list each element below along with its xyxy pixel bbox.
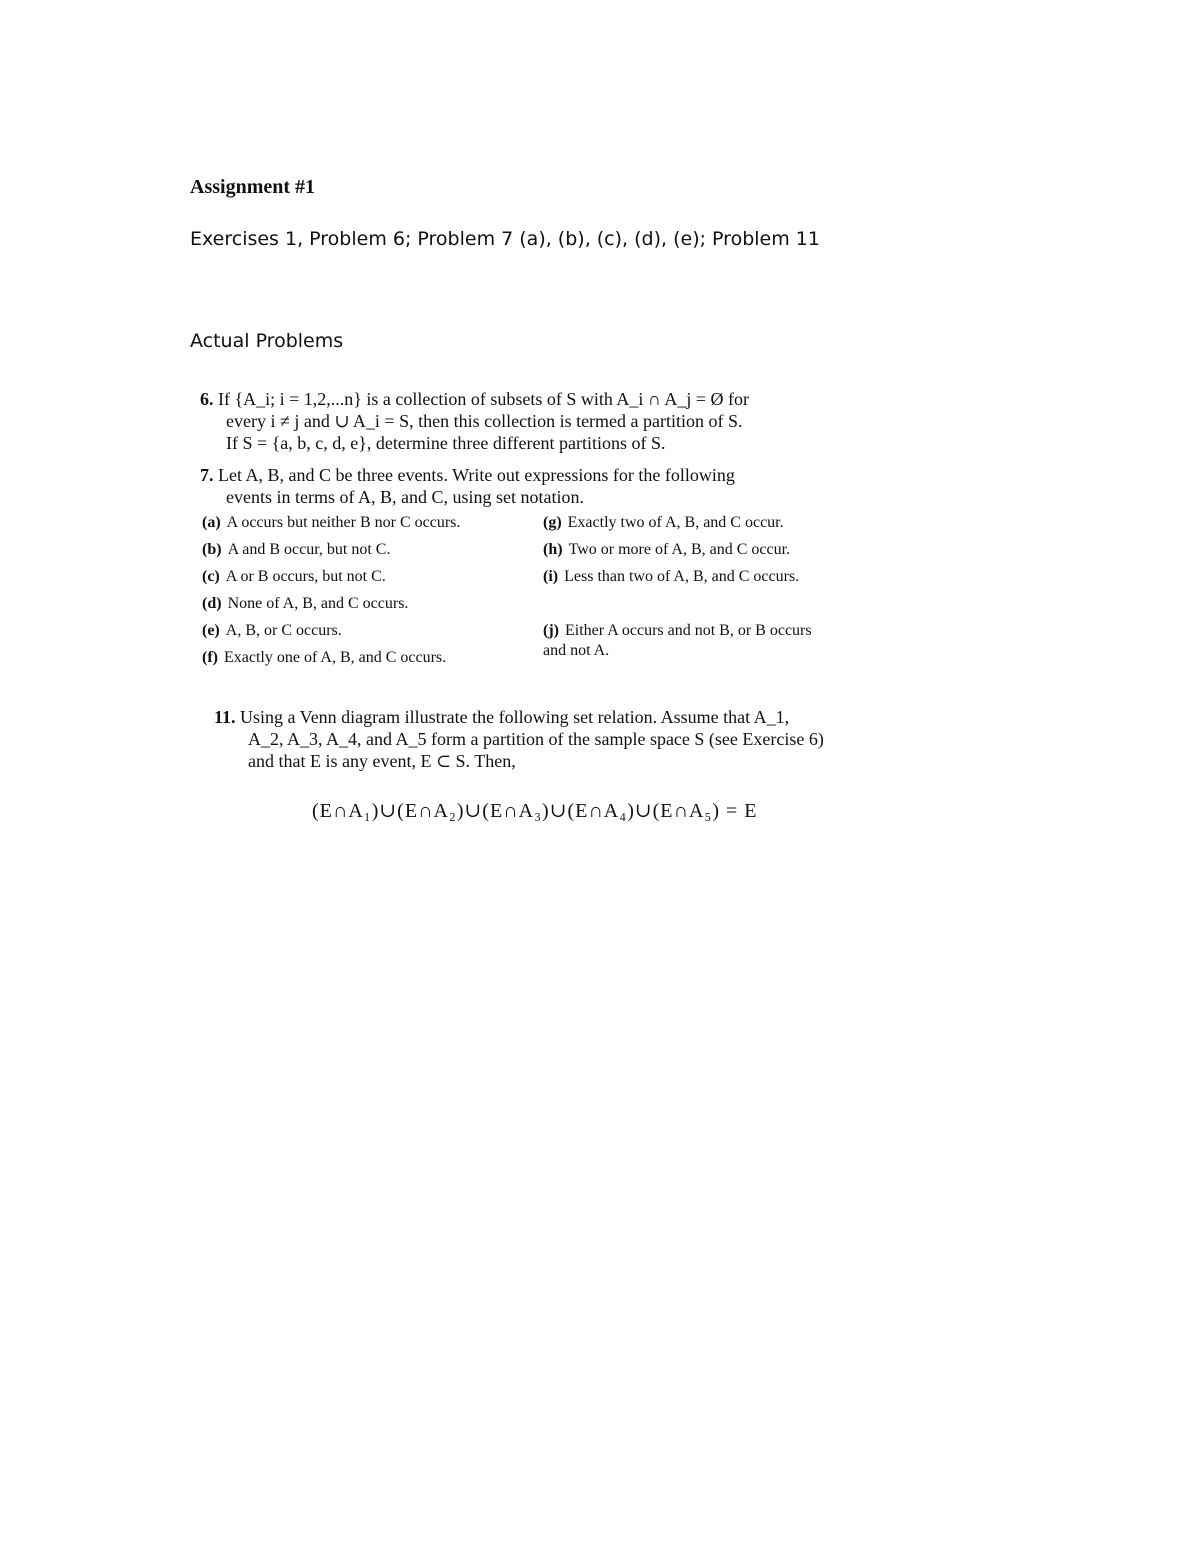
list-item: (c) A or B occurs, but not C. [202,568,386,585]
problem-7-left-column [202,513,532,675]
list-item: (a) A occurs but neither B nor C occurs. [202,514,461,531]
problem-11-number: 11. [214,707,236,727]
list-item: (j) Either A occurs and not B, or B occurs and not A. [543,622,812,659]
problem-11-line-3: and that E is any event, E ⊂ S. Then, [248,751,516,771]
list-item: (e) A, B, or C occurs. [202,622,342,639]
problem-7 [200,464,880,508]
problem-11-line-2: A_2, A_3, A_4, and A_5 form a partition of the sample space S (see Exercise 6) [248,729,824,749]
problem-6 [200,388,880,454]
section-heading: Actual Problems [190,330,344,352]
problem-7-line-2: events in terms of A, B, and C, using set notation. [226,487,584,507]
list-item: (b) A and B occur, but not C. [202,541,391,558]
problem-7-line-1: Let A, B, and C be three events. Write out expressions for the following [218,465,735,485]
problem-11-line-1: Using a Venn diagram illustrate the following set relation. Assume that A_1, [240,707,790,727]
problem-6-line-1: If {A_i; i = 1,2,...n} is a collection of subsets of S with A_i ∩ A_j = Ø for [218,389,750,409]
list-item: (g) Exactly two of A, B, and C occur. [543,514,784,531]
list-item: (d) None of A, B, and C occurs. [202,595,409,612]
list-item: (h) Two or more of A, B, and C occur. [543,541,791,558]
problem-7-number: 7. [200,465,214,485]
problem-11 [214,706,894,772]
problem-6-line-2: every i ≠ j and ∪ A_i = S, then this collection is termed a partition of S. [226,411,743,431]
problem-6-line-3: If S = {a, b, c, d, e}, determine three different partitions of S. [226,433,666,453]
list-item: (f) Exactly one of A, B, and C occurs. [202,649,447,666]
assignment-title: Assignment #1 [190,176,316,198]
exercise-list: Exercises 1, Problem 6; Problem 7 (a), (b), (c), (d), (e); Problem 11 [190,228,820,250]
problem-6-number: 6. [200,389,214,409]
problem-7-right-column [543,513,863,661]
list-item: (i) Less than two of A, B, and C occurs. [543,568,800,585]
set-equation: (E∩A₁)∪(E∩A₂)∪(E∩A₃)∪(E∩A₄)∪(E∩A₅) = E [312,800,758,822]
